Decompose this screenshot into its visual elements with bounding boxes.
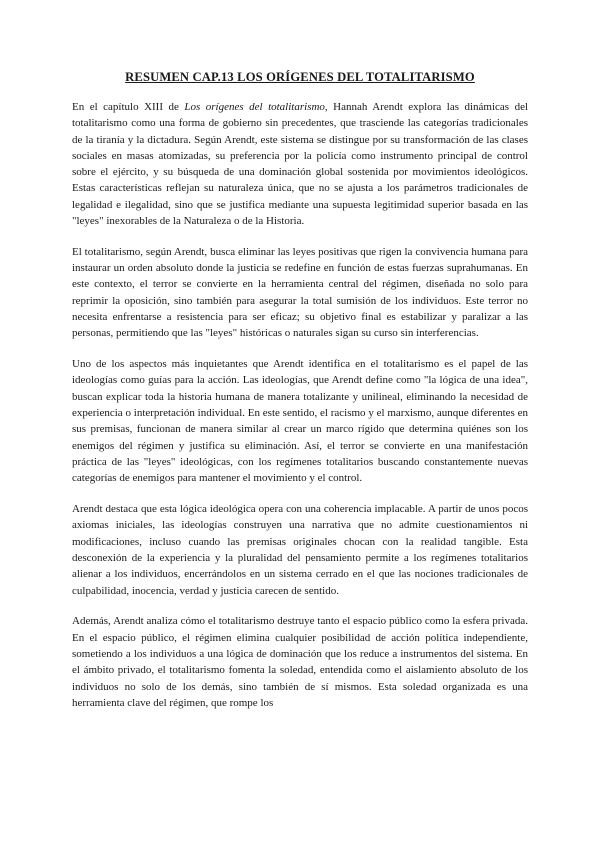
paragraph-1-intro: En el capítulo XIII de: [72, 101, 185, 113]
paragraph-3: Uno de los aspectos más inquietantes que Arendt identifica en el totalitarismo es el papel de las ideologías como guías para la acción. Las ideologías, que Arendt define como "la lógica de una idea", buscan explicar toda la historia humana de manera totalizante y unilineal, eliminando la necesidad de experiencia o interpretación individual. En este sentido, el racismo y el marxismo, aunque diferentes en sus premisas, funcionan de manera similar al crear un marco rígido que determina quiénes son los enemigos del régimen y justifica su eliminación. Así, el terror se convierte en una manifestación práctica de las "leyes" ideológicas, con los regímenes totalitarios buscando constantemente nuevas categorías de enemigos para mantener el movimiento y el control.: [72, 358, 528, 485]
book-title: Los orígenes del totalitarismo: [184, 101, 325, 113]
paragraph-4: Arendt destaca que esta lógica ideológica opera con una coherencia implacable. A partir de unos pocos axiomas iniciales, las ideologías construyen una narrativa que no admite cuestionamientos ni modificaciones, incluso cuando las premisas originales chocan con la realidad tangible. Esta desconexión de la experiencia y la pluralidad del pensamiento permite a los regímenes totalitarios alienar a los individuos, encerrándolos en un sistema cerrado en el que las nociones tradicionales de culpabilidad, inocencia, verdad y justicia carecen de sentido.: [72, 503, 528, 597]
paragraph-2: El totalitarismo, según Arendt, busca eliminar las leyes positivas que rigen la convivencia humana para instaurar un orden absoluto donde la justicia se redefine en función de estas fuerzas suprahumanas. En este contexto, el terror se convierte en la herramienta central del régimen, diseñada no solo para reprimir la oposición, sino también para asegurar la total sumisión de los individuos. Este terror no necesita enfrentarse a resistencia para ser eficaz; su objetivo final es estabilizar y paralizar a las personas, permitiendo que las "leyes" históricas o naturales sigan su curso sin interferencias.: [72, 245, 528, 340]
document-page: [72, 70, 528, 726]
paragraph-1-body: , Hannah Arendt explora las dinámicas del totalitarismo como una forma de gobierno sin precedentes, que trasciende las categorías tradicionales de la tiranía y la dictadura. Según Arendt, este sistema se distingue por su transformación de las clases sociales en masas atomizadas, su preferencia por la policía como instrumento principal de control sobre el ejército, y su búsqueda de una dominación global sostenida por movimientos ideológicos. Estas características reflejan su naturaleza única, que no se ajusta a los parámetros tradicionales de legalidad e ilegalidad, sino que se justifica mediante una supuesta legitimidad superior basada en las "leyes" inexorables de la Naturaleza o de la Historia.: [72, 101, 529, 228]
paragraph-5: Además, Arendt analiza cómo el totalitarismo destruye tanto el espacio público como la esfera privada. En el espacio público, el régimen elimina cualquier posibilidad de acción política independiente, sometiendo a los individuos a una lógica de dominación que los reduce a instrumentos del sistema. En el ámbito privado, el totalitarismo fomenta la soledad, entendida como el aislamiento absoluto de los individuos no solo de los demás, sino también de sí mismos. Esta soledad organizada es una herramienta clave del régimen, que rompe los: [72, 615, 528, 709]
document-title: RESUMEN CAP.13 LOS ORÍGENES DEL TOTALITARISMO: [125, 70, 475, 84]
paragraph-1: [72, 99, 528, 229]
